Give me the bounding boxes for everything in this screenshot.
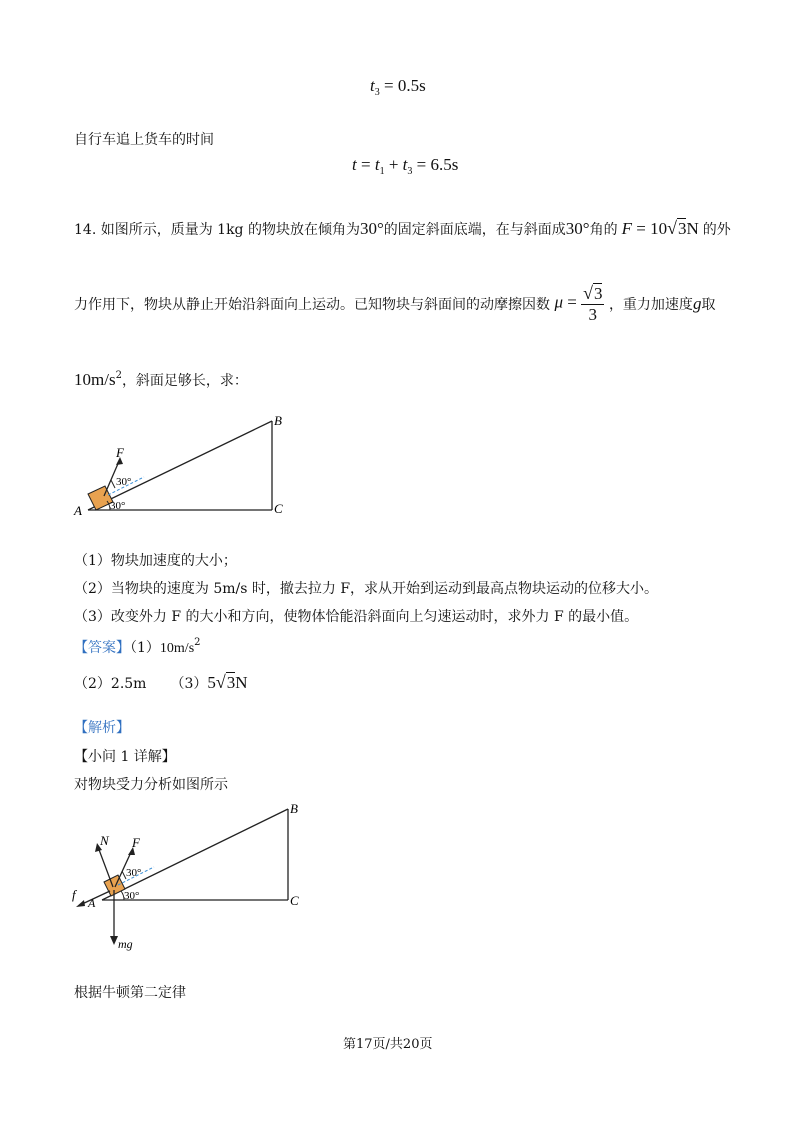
label-F: F bbox=[116, 445, 124, 460]
q14-text-f: ，重力加速度 bbox=[608, 296, 693, 313]
sub-1: 1 bbox=[379, 166, 385, 177]
q14-line2 bbox=[74, 283, 715, 324]
answer-2: （2）2.5m bbox=[74, 676, 147, 692]
question-2: （2）当物块的速度为 5m/s 时，撤去拉力 F，求从开始到运动到最高点物块运动的位移大小。 bbox=[74, 581, 659, 597]
q14-line1 bbox=[74, 218, 731, 239]
label-A: A bbox=[88, 896, 96, 910]
label-C: C bbox=[290, 893, 299, 908]
eq-result: = 6.5s bbox=[412, 155, 459, 174]
label-B: B bbox=[290, 801, 298, 816]
var-t: t bbox=[370, 76, 375, 95]
question-3: （3）改变外力 F 的大小和方向，使物体恰能沿斜面向上匀速运动时，求外力 F 的最小值。 bbox=[74, 609, 639, 625]
angle-top-label: 30° bbox=[126, 867, 142, 879]
mu-eq: = bbox=[563, 292, 582, 312]
eq-value: = 0.5s bbox=[379, 76, 426, 95]
answer-1-value: 10m/s bbox=[159, 641, 195, 656]
answer-line2 bbox=[74, 672, 248, 693]
label-C: C bbox=[274, 501, 283, 516]
radical-icon: √ bbox=[583, 283, 593, 303]
q14-text-b: 的固定斜面底端，在与斜面成 bbox=[383, 222, 566, 238]
equation-total-time bbox=[352, 155, 458, 177]
q14-text-h: ，斜面足够长，求： bbox=[121, 373, 248, 389]
page-footer: 第17页/共20页 bbox=[343, 1037, 433, 1052]
answer-1-exp: 2 bbox=[194, 637, 201, 648]
q14-line3 bbox=[74, 370, 248, 390]
label-F: F bbox=[132, 835, 140, 850]
force-unit: N bbox=[686, 219, 699, 238]
answer-3-root: 3 bbox=[226, 673, 236, 692]
mu-var: μ bbox=[554, 292, 563, 312]
label-A: A bbox=[74, 503, 82, 518]
answer-3-coef: 5 bbox=[207, 673, 216, 692]
force-root: 3 bbox=[677, 219, 687, 238]
g-var: g bbox=[692, 293, 702, 313]
sub-3: 3 bbox=[374, 87, 380, 98]
sub-3: 3 bbox=[407, 166, 413, 177]
q14-text-g: 取 bbox=[701, 296, 716, 313]
q14-text-c: 角的 bbox=[589, 222, 618, 238]
label-B: B bbox=[274, 413, 282, 428]
equation-t3 bbox=[370, 76, 426, 98]
analysis-newton-text: 根据牛顿第二定律 bbox=[74, 985, 186, 1001]
force-eq: = 10 bbox=[631, 219, 668, 238]
analysis-force-text: 对物块受力分析如图所示 bbox=[74, 777, 228, 793]
q14-angle2: 30° bbox=[565, 219, 590, 238]
angle-top-label: 30° bbox=[116, 476, 132, 488]
analysis-sub-label: 【小问 1 详解】 bbox=[74, 749, 176, 765]
question-1: （1）物块加速度的大小； bbox=[74, 553, 237, 569]
incline-line bbox=[88, 421, 272, 510]
analysis-label: 【解析】 bbox=[74, 720, 130, 736]
angle-base-label: 30° bbox=[110, 500, 126, 512]
friction-arrowhead-icon bbox=[76, 900, 85, 907]
text-bike-catchup: 自行车追上货车的时间 bbox=[74, 132, 214, 148]
label-N: N bbox=[100, 833, 109, 848]
radical-icon: √ bbox=[667, 218, 677, 238]
force-var: F bbox=[621, 219, 632, 238]
angle-base-label: 30° bbox=[124, 890, 140, 902]
radical-icon: √ bbox=[215, 672, 226, 692]
answer-line1 bbox=[74, 637, 201, 657]
q14-text-d: 的外 bbox=[702, 222, 731, 238]
plus-sign: + bbox=[384, 155, 403, 174]
mu-denominator: 3 bbox=[588, 304, 598, 324]
eq-sign: = bbox=[356, 155, 375, 174]
mu-numerator: 3 bbox=[593, 284, 603, 303]
answer-1-prefix: （1） bbox=[130, 640, 160, 656]
answer-label: 【答案】 bbox=[74, 640, 130, 656]
figure-incline bbox=[60, 405, 300, 525]
angle-arc-top bbox=[111, 480, 115, 488]
var-t1: t bbox=[374, 155, 380, 174]
answer-3-unit: N bbox=[235, 673, 248, 692]
q14-text-a: 14. 如图所示，质量为 1kg 的物块放在倾角为 bbox=[74, 222, 360, 238]
label-mg: mg bbox=[118, 937, 133, 951]
label-f: f bbox=[72, 887, 76, 902]
gravity-arrowhead-icon bbox=[110, 936, 118, 945]
q14-angle: 30° bbox=[359, 219, 384, 238]
q14-text-e: 力作用下，物块从静止开始沿斜面向上运动。已知物块与斜面间的动摩擦因数 bbox=[74, 296, 550, 313]
mu-fraction bbox=[581, 283, 604, 324]
var-t3: t bbox=[402, 155, 408, 174]
answer-3-prefix: （3） bbox=[170, 676, 208, 692]
accel-exp: 2 bbox=[115, 370, 122, 381]
var-t: t bbox=[352, 155, 357, 174]
accel-value: 10m/s bbox=[74, 370, 116, 389]
figure-force-diagram bbox=[66, 795, 316, 965]
